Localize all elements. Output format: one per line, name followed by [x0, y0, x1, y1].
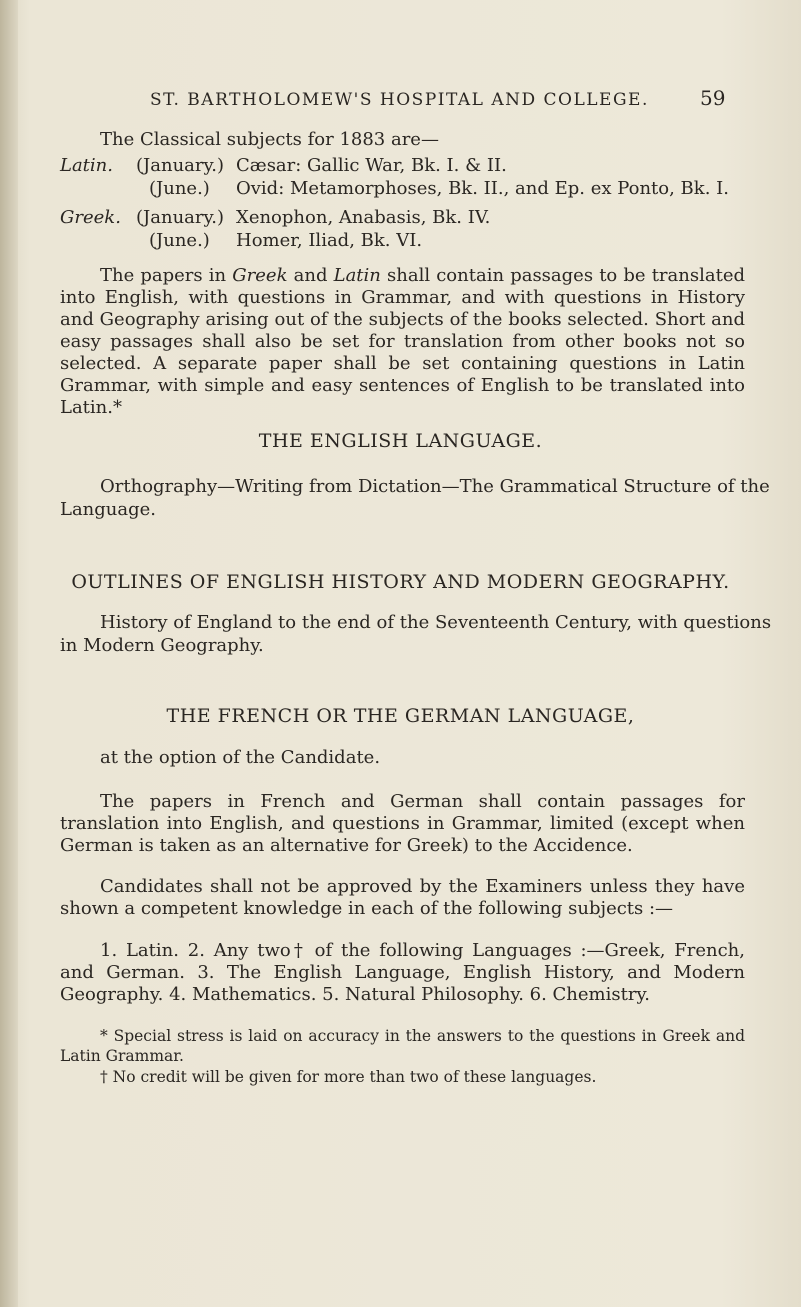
footnote-dagger: † No credit will be given for more than two of these languages. [100, 1068, 597, 1086]
english-heading: THE ENGLISH LANGUAGE. [258, 430, 543, 452]
greek-june-term: (June.) [149, 230, 210, 251]
latin-january-text: Cæsar: Gallic War, Bk. I. & II. [236, 155, 507, 176]
english-text-line1: Orthography—Writing from Dictation—The Grammatical Structure of the [100, 476, 770, 497]
papers-greek: Greek [232, 265, 288, 286]
papers-and: and [287, 265, 334, 286]
latin-june-text: Ovid: Metamorphoses, Bk. II., and Ep. ex Ponto, Bk. I. [236, 178, 729, 199]
candidates-paragraph: Candidates shall not be approved by the Examiners unless they have shown a competent knowledge in each of the following subjects :— [60, 876, 745, 919]
page-number: 59 [700, 86, 726, 110]
history-text-line1: History of England to the end of the Seventeenth Century, with questions [100, 612, 772, 633]
running-header: ST. BARTHOLOMEW'S HOSPITAL AND COLLEGE. [150, 90, 649, 110]
french-german-subheading: at the option of the Candidate. [100, 747, 381, 768]
papers-rest: shall contain passages to be translated into English, with questions in Grammar, and with questions in History and Geography arising out of the subjects of the books selected. Short and easy passages shall also be set for translation from other books not so selected. A separate paper shall be set containing questions in Latin Grammar, with simple and easy sentences of English to be translated into Latin.* [60, 265, 745, 418]
footnote-star: * Special stress is laid on accuracy in the answers to the questions in Greek and Latin Grammar. [60, 1027, 745, 1065]
history-text-line2: in Modern Geography. [60, 635, 264, 656]
classical-papers-paragraph [60, 265, 745, 419]
greek-january-text: Xenophon, Anabasis, Bk. IV. [236, 207, 491, 228]
greek-january-term: (January.) [136, 207, 225, 228]
papers-latin: Latin [333, 265, 381, 286]
history-heading: OUTLINES OF ENGLISH HISTORY AND MODERN GEOGRAPHY. [71, 571, 730, 593]
english-text-line2: Language. [60, 499, 157, 520]
latin-january-term: (January.) [136, 155, 225, 176]
required-subjects-list: 1. Latin. 2. Any two† of the following Languages :—Greek, French, and German. 3. The English Language, English History, and Modern Geography. 4. Mathematics. 5. Natural Philosophy. 6. Chemistry. [60, 940, 745, 1005]
french-german-heading: THE FRENCH OR THE GERMAN LANGUAGE, [166, 705, 635, 727]
french-german-paragraph: The papers in French and German shall contain passages for translation into English, and questions in Grammar, limited (except when German is taken as an alternative for Greek) to the Accidence. [60, 791, 745, 856]
latin-label: Latin. [60, 155, 113, 176]
greek-june-text: Homer, Iliad, Bk. VI. [236, 230, 423, 251]
book-spine-shadow [0, 0, 18, 1307]
classical-intro: The Classical subjects for 1883 are— [100, 129, 439, 150]
greek-label: Greek. [60, 207, 121, 228]
latin-june-term: (June.) [149, 178, 210, 199]
papers-start: The papers in [100, 265, 233, 286]
